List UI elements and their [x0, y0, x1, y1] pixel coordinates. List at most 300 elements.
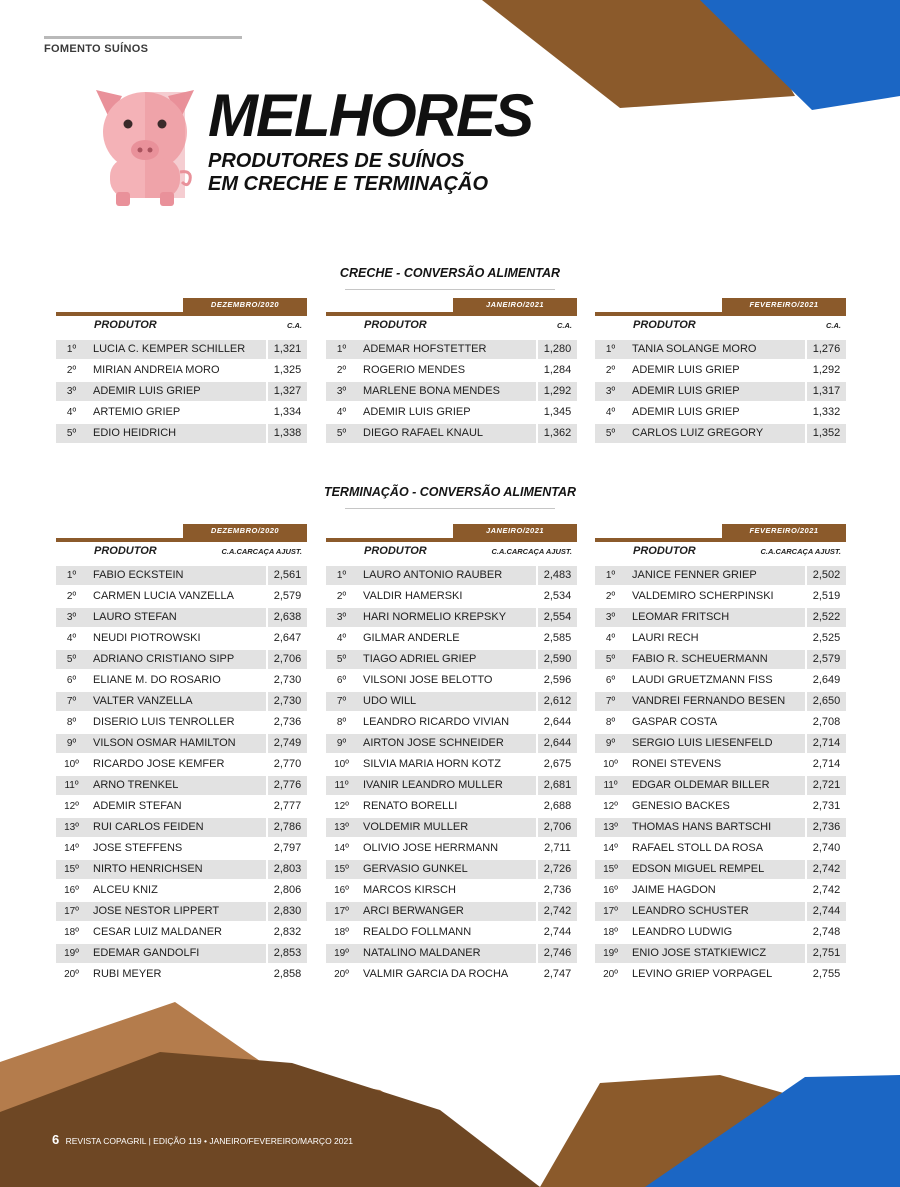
- header-bar: [56, 312, 307, 316]
- table-row: [56, 860, 307, 881]
- value-cell: 2,736: [807, 818, 846, 837]
- rank-cell: 3º: [56, 382, 87, 401]
- rank-cell: 16º: [603, 885, 618, 896]
- value-cell: 1,345: [543, 406, 572, 418]
- producer-name-cell: ADEMIR LUIS GRIEP: [626, 382, 805, 401]
- producer-name-cell: LEOMAR FRITSCH: [626, 608, 805, 627]
- rank-cell: 2º: [336, 365, 347, 376]
- producer-name-cell: AIRTON JOSE SCHNEIDER: [357, 734, 536, 753]
- month-label: FEVEREIRO/2021: [722, 298, 846, 312]
- producer-name-cell: MIRIAN ANDREIA MORO: [93, 364, 220, 376]
- producer-name-cell: LEANDRO RICARDO VIVIAN: [363, 716, 510, 728]
- table-row: [595, 403, 846, 424]
- producer-name-cell: NEUDI PIOTROWSKI: [93, 632, 201, 644]
- creche-table-3: [595, 298, 846, 446]
- rank-cell: 11º: [56, 776, 87, 795]
- table-row: [326, 902, 577, 923]
- producer-column-header: PRODUTOR: [364, 319, 427, 331]
- producer-name-cell: LUCIA C. KEMPER SCHILLER: [87, 340, 266, 359]
- rank-cell: 7º: [595, 692, 626, 711]
- rank-cell: 3º: [56, 608, 87, 627]
- rank-cell: 5º: [595, 650, 626, 669]
- rank-cell: 14º: [334, 843, 349, 854]
- rank-cell: 19º: [56, 944, 87, 963]
- table-row: [595, 566, 846, 587]
- value-cell: 2,534: [543, 590, 572, 602]
- table-row: [326, 566, 577, 587]
- value-column-header: C.A.: [287, 321, 302, 330]
- value-cell: 2,596: [543, 674, 572, 686]
- table-row: [56, 629, 307, 650]
- value-cell: 2,749: [268, 734, 307, 753]
- producer-name-cell: VANDREI FERNANDO BESEN: [626, 692, 805, 711]
- column-headers: [326, 318, 577, 334]
- table-row: [56, 923, 307, 944]
- table-row: [595, 902, 846, 923]
- table-row: [56, 587, 307, 608]
- table-row: [56, 713, 307, 734]
- rank-cell: 2º: [66, 365, 77, 376]
- rank-cell: 12º: [64, 801, 79, 812]
- month-label: DEZEMBRO/2020: [183, 524, 307, 538]
- producer-name-cell: RENATO BORELLI: [363, 800, 458, 812]
- table-row: [595, 629, 846, 650]
- table-body: [326, 340, 577, 445]
- producer-name-cell: FABIO R. SCHEUERMANN: [626, 650, 805, 669]
- value-cell: 2,649: [812, 674, 841, 686]
- producer-name-cell: DIEGO RAFAEL KNAUL: [357, 424, 536, 443]
- rank-cell: 4º: [336, 633, 347, 644]
- rank-cell: 2º: [605, 591, 616, 602]
- month-label: DEZEMBRO/2020: [183, 298, 307, 312]
- table-row: [326, 713, 577, 734]
- producer-name-cell: ADEMIR STEFAN: [93, 800, 182, 812]
- column-headers: [326, 544, 577, 560]
- value-cell: 2,730: [268, 692, 307, 711]
- terminacao-title-rule: [345, 508, 555, 509]
- value-cell: 1,292: [538, 382, 577, 401]
- value-cell: 2,638: [268, 608, 307, 627]
- table-body: [595, 566, 846, 986]
- producer-name-cell: ARNO TRENKEL: [87, 776, 266, 795]
- table-row: [326, 629, 577, 650]
- value-cell: 1,325: [273, 364, 302, 376]
- producer-name-cell: ELIANE M. DO ROSARIO: [93, 674, 221, 686]
- value-cell: 2,770: [273, 758, 302, 770]
- producer-name-cell: ARTEMIO GRIEP: [93, 406, 181, 418]
- value-cell: 2,554: [538, 608, 577, 627]
- rank-cell: 18º: [334, 927, 349, 938]
- producer-name-cell: JANICE FENNER GRIEP: [626, 566, 805, 585]
- table-row: [56, 755, 307, 776]
- producer-name-cell: LEANDRO SCHUSTER: [626, 902, 805, 921]
- table-row: [56, 382, 307, 403]
- table-row: [326, 403, 577, 424]
- producer-column-header: PRODUTOR: [94, 319, 157, 331]
- producer-name-cell: EDIO HEIDRICH: [87, 424, 266, 443]
- value-cell: 2,736: [273, 716, 302, 728]
- rank-cell: 2º: [66, 591, 77, 602]
- table-body: [326, 566, 577, 986]
- value-cell: 2,740: [812, 842, 841, 854]
- value-cell: 1,317: [807, 382, 846, 401]
- value-cell: 2,708: [812, 716, 841, 728]
- producer-name-cell: IVANIR LEANDRO MULLER: [357, 776, 536, 795]
- rank-cell: 5º: [326, 424, 357, 443]
- producer-name-cell: RAFAEL STOLL DA ROSA: [632, 842, 764, 854]
- producer-name-cell: GILMAR ANDERLE: [363, 632, 460, 644]
- producer-name-cell: RUI CARLOS FEIDEN: [87, 818, 266, 837]
- producer-name-cell: ROGERIO MENDES: [363, 364, 466, 376]
- table-row: [326, 692, 577, 713]
- column-headers: [595, 318, 846, 334]
- table-row: [595, 776, 846, 797]
- producer-column-header: PRODUTOR: [633, 545, 696, 557]
- rank-cell: 15º: [595, 860, 626, 879]
- value-column-header: C.A.CARCAÇA AJUST.: [221, 547, 302, 556]
- table-row: [326, 776, 577, 797]
- table-row: [326, 965, 577, 986]
- table-row: [56, 403, 307, 424]
- kicker-text: FOMENTO SUÍNOS: [44, 43, 149, 55]
- rank-cell: 10º: [603, 759, 618, 770]
- rank-cell: 17º: [595, 902, 626, 921]
- table-row: [595, 608, 846, 629]
- value-cell: 2,744: [543, 926, 572, 938]
- producer-name-cell: LAUDI GRUETZMANN FISS: [632, 674, 773, 686]
- producer-name-cell: CARMEN LUCIA VANZELLA: [93, 590, 235, 602]
- table-row: [595, 692, 846, 713]
- producer-name-cell: EDGAR OLDEMAR BILLER: [626, 776, 805, 795]
- value-cell: 2,776: [268, 776, 307, 795]
- table-row: [595, 424, 846, 445]
- footer-text: REVISTA COPAGRIL | EDIÇÃO 119 • JANEIRO/FEVEREIRO/MARÇO 2021: [65, 1136, 353, 1146]
- table-row: [56, 608, 307, 629]
- producer-name-cell: FABIO ECKSTEIN: [87, 566, 266, 585]
- table-row: [595, 839, 846, 860]
- producer-name-cell: VALTER VANZELLA: [87, 692, 266, 711]
- table-row: [595, 713, 846, 734]
- producer-name-cell: NIRTO HENRICHSEN: [87, 860, 266, 879]
- table-row: [326, 923, 577, 944]
- table-row: [326, 839, 577, 860]
- producer-name-cell: SERGIO LUIS LIESENFELD: [626, 734, 805, 753]
- value-cell: 2,644: [543, 716, 572, 728]
- header-bar: [595, 312, 846, 316]
- value-cell: 2,751: [807, 944, 846, 963]
- page-subtitle: [208, 150, 488, 196]
- value-cell: 2,483: [538, 566, 577, 585]
- producer-name-cell: CESAR LUIZ MALDANER: [93, 926, 222, 938]
- value-cell: 2,644: [538, 734, 577, 753]
- producer-name-cell: VOLDEMIR MULLER: [357, 818, 536, 837]
- producer-name-cell: JAIME HAGDON: [632, 884, 716, 896]
- rank-cell: 13º: [56, 818, 87, 837]
- rank-cell: 1º: [326, 566, 357, 585]
- producer-name-cell: GERVASIO GUNKEL: [357, 860, 536, 879]
- table-row: [56, 692, 307, 713]
- table-row: [595, 881, 846, 902]
- column-headers: [56, 318, 307, 334]
- rank-cell: 1º: [56, 340, 87, 359]
- value-cell: 2,502: [807, 566, 846, 585]
- rank-cell: 9º: [56, 734, 87, 753]
- producer-name-cell: SILVIA MARIA HORN KOTZ: [363, 758, 501, 770]
- table-row: [595, 755, 846, 776]
- producer-name-cell: LAURI RECH: [632, 632, 699, 644]
- value-cell: 2,830: [268, 902, 307, 921]
- rank-cell: 20º: [334, 969, 349, 980]
- table-row: [326, 650, 577, 671]
- value-cell: 1,276: [807, 340, 846, 359]
- page-title: MELHORES: [208, 82, 533, 149]
- table-body: [56, 566, 307, 986]
- rank-cell: 4º: [66, 633, 77, 644]
- table-row: [595, 944, 846, 965]
- producer-name-cell: ADEMIR LUIS GRIEP: [632, 406, 740, 418]
- value-cell: 1,321: [268, 340, 307, 359]
- rank-cell: 19º: [326, 944, 357, 963]
- table-row: [56, 650, 307, 671]
- value-column-header: C.A.CARCAÇA AJUST.: [491, 547, 572, 556]
- rank-cell: 4º: [66, 407, 77, 418]
- value-column-header: C.A.: [826, 321, 841, 330]
- table-row: [56, 797, 307, 818]
- producer-name-cell: ENIO JOSE STATKIEWICZ: [626, 944, 805, 963]
- rank-cell: 10º: [64, 759, 79, 770]
- value-cell: 1,280: [538, 340, 577, 359]
- table-row: [595, 860, 846, 881]
- table-row: [56, 776, 307, 797]
- value-cell: 2,706: [538, 818, 577, 837]
- rank-cell: 11º: [595, 776, 626, 795]
- rank-cell: 6º: [336, 675, 347, 686]
- value-cell: 2,742: [538, 902, 577, 921]
- producer-name-cell: ARCI BERWANGER: [357, 902, 536, 921]
- value-cell: 2,746: [538, 944, 577, 963]
- value-cell: 1,362: [538, 424, 577, 443]
- table-row: [56, 340, 307, 361]
- table-row: [326, 797, 577, 818]
- rank-cell: 13º: [326, 818, 357, 837]
- producer-name-cell: REALDO FOLLMANN: [363, 926, 472, 938]
- value-cell: 2,522: [807, 608, 846, 627]
- value-cell: 2,747: [543, 968, 572, 980]
- table-row: [595, 965, 846, 986]
- table-row: [56, 881, 307, 902]
- rank-cell: 16º: [334, 885, 349, 896]
- table-row: [56, 424, 307, 445]
- value-cell: 2,748: [812, 926, 841, 938]
- producer-name-cell: RUBI MEYER: [93, 968, 162, 980]
- terminacao-table-1: [56, 524, 307, 987]
- producer-name-cell: ADEMAR HOFSTETTER: [357, 340, 536, 359]
- value-cell: 2,688: [543, 800, 572, 812]
- producer-name-cell: RONEI STEVENS: [632, 758, 722, 770]
- value-cell: 2,525: [812, 632, 841, 644]
- table-row: [326, 424, 577, 445]
- kicker-rule: [44, 36, 242, 39]
- rank-cell: 12º: [603, 801, 618, 812]
- rank-cell: 5º: [56, 424, 87, 443]
- creche-table-2: [326, 298, 577, 446]
- value-cell: 2,806: [273, 884, 302, 896]
- producer-column-header: PRODUTOR: [364, 545, 427, 557]
- rank-cell: 4º: [605, 407, 616, 418]
- creche-title-rule: [345, 289, 555, 290]
- value-cell: 2,681: [538, 776, 577, 795]
- table-row: [326, 818, 577, 839]
- table-row: [595, 361, 846, 382]
- producer-name-cell: GENESIO BACKES: [632, 800, 730, 812]
- producer-name-cell: OLIVIO JOSE HERRMANN: [363, 842, 499, 854]
- table-row: [326, 755, 577, 776]
- rank-cell: 6º: [605, 675, 616, 686]
- rank-cell: 1º: [326, 340, 357, 359]
- value-cell: 2,832: [273, 926, 302, 938]
- table-row: [326, 881, 577, 902]
- producer-name-cell: ADEMIR LUIS GRIEP: [363, 406, 471, 418]
- header-bar: [595, 538, 846, 542]
- rank-cell: 12º: [334, 801, 349, 812]
- creche-section-title: CRECHE - CONVERSÃO ALIMENTAR: [339, 266, 561, 280]
- producer-name-cell: VALDIR HAMERSKI: [363, 590, 463, 602]
- page-footer: [52, 1132, 353, 1147]
- table-row: [595, 650, 846, 671]
- rank-cell: 4º: [605, 633, 616, 644]
- value-cell: 2,579: [807, 650, 846, 669]
- column-headers: [56, 544, 307, 560]
- producer-column-header: PRODUTOR: [633, 319, 696, 331]
- rank-cell: 7º: [326, 692, 357, 711]
- rank-cell: 19º: [595, 944, 626, 963]
- terminacao-table-3: [595, 524, 846, 987]
- terminacao-table-2: [326, 524, 577, 987]
- rank-cell: 17º: [326, 902, 357, 921]
- value-cell: 2,755: [812, 968, 841, 980]
- table-row: [326, 944, 577, 965]
- producer-name-cell: CARLOS LUIZ GREGORY: [626, 424, 805, 443]
- rank-cell: 3º: [326, 382, 357, 401]
- producer-name-cell: HARI NORMELIO KREPSKY: [357, 608, 536, 627]
- producer-name-cell: VILSONI JOSE BELOTTO: [363, 674, 493, 686]
- page-subtitle-line-1: PRODUTORES DE SUÍNOS: [208, 150, 465, 172]
- producer-name-cell: ADEMIR LUIS GRIEP: [87, 382, 266, 401]
- rank-cell: 1º: [595, 566, 626, 585]
- producer-name-cell: TANIA SOLANGE MORO: [626, 340, 805, 359]
- rank-cell: 11º: [326, 776, 357, 795]
- rank-cell: 17º: [56, 902, 87, 921]
- rank-cell: 18º: [603, 927, 618, 938]
- header-bar: [56, 538, 307, 542]
- rank-cell: 13º: [595, 818, 626, 837]
- producer-name-cell: UDO WILL: [357, 692, 536, 711]
- value-cell: 2,579: [273, 590, 302, 602]
- month-label: JANEIRO/2021: [453, 524, 577, 538]
- value-cell: 1,327: [268, 382, 307, 401]
- bottom-decorative-shapes: [0, 1000, 900, 1187]
- rank-cell: 18º: [64, 927, 79, 938]
- value-cell: 1,292: [812, 364, 841, 376]
- producer-name-cell: EDSON MIGUEL REMPEL: [626, 860, 805, 879]
- producer-name-cell: MARCOS KIRSCH: [363, 884, 456, 896]
- rank-cell: 14º: [603, 843, 618, 854]
- value-cell: 2,612: [538, 692, 577, 711]
- producer-name-cell: GASPAR COSTA: [632, 716, 718, 728]
- rank-cell: 3º: [595, 382, 626, 401]
- table-row: [326, 608, 577, 629]
- value-cell: 2,858: [273, 968, 302, 980]
- value-cell: 2,647: [273, 632, 302, 644]
- header-bar: [326, 312, 577, 316]
- pig-icon: [88, 80, 202, 210]
- producer-name-cell: VILSON OSMAR HAMILTON: [87, 734, 266, 753]
- value-cell: 1,332: [812, 406, 841, 418]
- table-row: [56, 671, 307, 692]
- rank-cell: 9º: [326, 734, 357, 753]
- value-cell: 1,352: [807, 424, 846, 443]
- producer-name-cell: MARLENE BONA MENDES: [357, 382, 536, 401]
- table-row: [595, 923, 846, 944]
- table-row: [595, 797, 846, 818]
- rank-cell: 20º: [603, 969, 618, 980]
- page-number: 6: [52, 1132, 60, 1147]
- value-cell: 2,714: [807, 734, 846, 753]
- rank-cell: 4º: [336, 407, 347, 418]
- table-row: [56, 902, 307, 923]
- table-body: [56, 340, 307, 445]
- rank-cell: 16º: [64, 885, 79, 896]
- table-row: [326, 340, 577, 361]
- producer-name-cell: TIAGO ADRIEL GRIEP: [357, 650, 536, 669]
- table-row: [326, 587, 577, 608]
- table-row: [56, 818, 307, 839]
- producer-column-header: PRODUTOR: [94, 545, 157, 557]
- producer-name-cell: LEANDRO LUDWIG: [632, 926, 733, 938]
- value-cell: 2,731: [812, 800, 841, 812]
- value-cell: 2,797: [273, 842, 302, 854]
- rank-cell: 9º: [595, 734, 626, 753]
- table-row: [595, 671, 846, 692]
- rank-cell: 2º: [336, 591, 347, 602]
- rank-cell: 5º: [595, 424, 626, 443]
- rank-cell: 1º: [56, 566, 87, 585]
- producer-name-cell: LAURO STEFAN: [87, 608, 266, 627]
- rank-cell: 8º: [605, 717, 616, 728]
- value-cell: 2,675: [543, 758, 572, 770]
- table-row: [326, 734, 577, 755]
- creche-table-1: [56, 298, 307, 446]
- value-cell: 2,742: [812, 884, 841, 896]
- header-bar: [326, 538, 577, 542]
- table-row: [595, 734, 846, 755]
- table-row: [595, 382, 846, 403]
- value-cell: 2,519: [812, 590, 841, 602]
- value-cell: 2,803: [268, 860, 307, 879]
- section-kicker: [44, 36, 242, 55]
- month-label: JANEIRO/2021: [453, 298, 577, 312]
- value-cell: 2,706: [268, 650, 307, 669]
- table-row: [326, 671, 577, 692]
- value-cell: 2,736: [543, 884, 572, 896]
- month-label: FEVEREIRO/2021: [722, 524, 846, 538]
- value-cell: 2,711: [544, 842, 571, 854]
- value-cell: 2,742: [807, 860, 846, 879]
- rank-cell: 10º: [334, 759, 349, 770]
- rank-cell: 7º: [56, 692, 87, 711]
- table-row: [326, 860, 577, 881]
- rank-cell: 5º: [56, 650, 87, 669]
